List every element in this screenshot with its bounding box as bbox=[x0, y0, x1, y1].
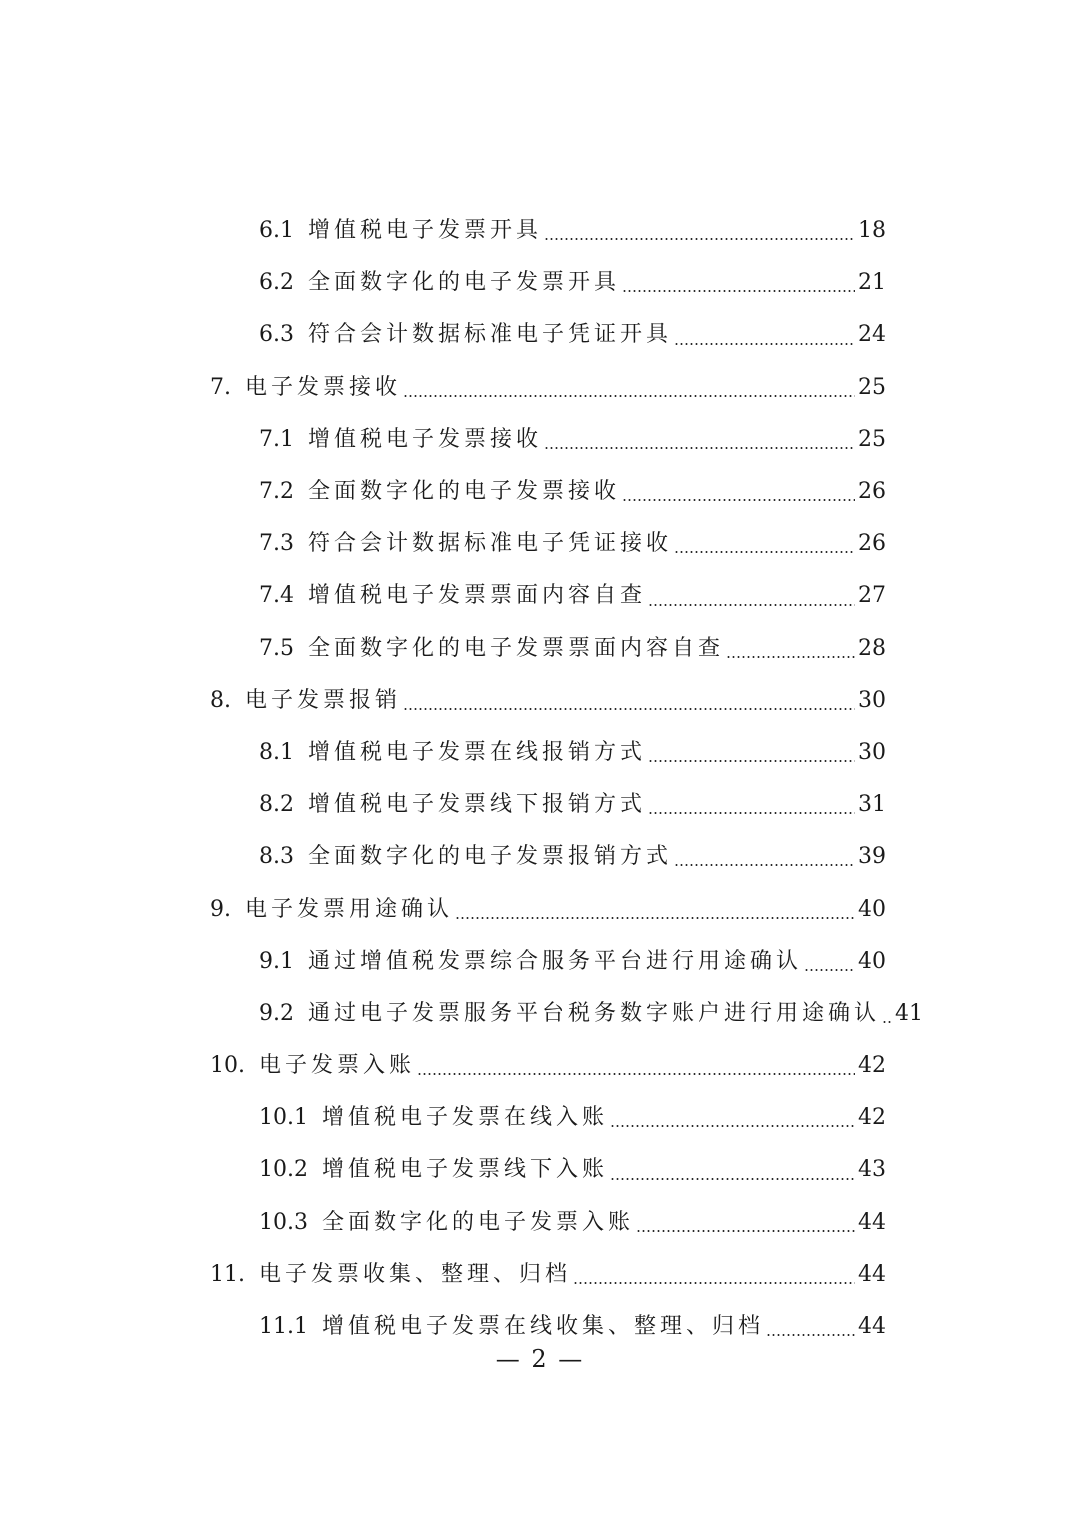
toc-entry[interactable] bbox=[0, 936, 1080, 988]
toc-entry-page: 21 bbox=[858, 270, 886, 296]
toc-entry-title: 电子发票报销 bbox=[245, 687, 402, 713]
toc-entry-number: 8. bbox=[210, 687, 231, 713]
toc-entry-page: 44 bbox=[858, 1209, 886, 1235]
toc-entry-title: 增值税电子发票线下报销方式 bbox=[308, 792, 647, 818]
toc-leader-dots bbox=[544, 238, 855, 240]
toc-entry-number: 11.1 bbox=[259, 1314, 308, 1340]
toc-entry-title: 通过电子发票服务平台税务数字账户进行用途确认 bbox=[308, 1000, 881, 1026]
toc-entry-page: 28 bbox=[858, 635, 886, 661]
toc-entry-page: 31 bbox=[858, 792, 886, 818]
toc-leader-dots bbox=[766, 1334, 855, 1336]
toc-section-entry[interactable] bbox=[0, 362, 1080, 414]
toc-entry-page: 40 bbox=[858, 948, 886, 974]
toc-leader-dots bbox=[610, 1178, 855, 1180]
toc-entry-title: 电子发票用途确认 bbox=[245, 896, 454, 922]
toc-entry-number: 7.2 bbox=[259, 479, 294, 505]
toc-entry-number: 7.3 bbox=[259, 531, 294, 557]
toc-entry-page: 26 bbox=[858, 531, 886, 557]
toc-entry-title: 全面数字化的电子发票报销方式 bbox=[308, 844, 673, 870]
toc-entry-page: 40 bbox=[858, 896, 886, 922]
toc-entry-number: 6.1 bbox=[259, 218, 294, 244]
toc-leader-dots bbox=[648, 812, 855, 814]
toc-entry-title: 电子发票收集、整理、归档 bbox=[259, 1261, 572, 1287]
toc-leader-dots bbox=[636, 1230, 855, 1232]
toc-entry-title: 电子发票入账 bbox=[259, 1053, 416, 1079]
toc-entry-number: 6.3 bbox=[259, 322, 294, 348]
toc-leader-dots bbox=[622, 499, 855, 501]
toc-entry-number: 7.5 bbox=[259, 635, 294, 661]
toc-leader-dots bbox=[544, 447, 855, 449]
toc-entry-title: 符合会计数据标准电子凭证接收 bbox=[308, 531, 673, 557]
toc-entry-page: 43 bbox=[858, 1157, 886, 1183]
toc-leader-dots bbox=[610, 1125, 855, 1127]
toc-section-entry[interactable] bbox=[0, 675, 1080, 727]
toc-section-entry[interactable] bbox=[0, 883, 1080, 935]
toc-entry-title: 增值税电子发票在线报销方式 bbox=[308, 739, 647, 765]
toc-entry-number: 8.2 bbox=[259, 792, 294, 818]
toc-entry-title: 全面数字化的电子发票开具 bbox=[308, 270, 621, 296]
toc-entry-page: 18 bbox=[858, 218, 886, 244]
toc-entry-page: 42 bbox=[858, 1053, 886, 1079]
toc-leader-dots bbox=[648, 604, 855, 606]
toc-leader-dots bbox=[804, 969, 855, 971]
toc-entry-title: 增值税电子发票接收 bbox=[308, 426, 543, 452]
toc-entry[interactable] bbox=[0, 1092, 1080, 1144]
toc-entry-page: 27 bbox=[858, 583, 886, 609]
toc-entry-page: 44 bbox=[858, 1314, 886, 1340]
toc-entry-number: 11. bbox=[210, 1261, 245, 1287]
toc-leader-dots bbox=[403, 708, 855, 710]
toc-entry-page: 39 bbox=[858, 844, 886, 870]
toc-leader-dots bbox=[882, 1021, 892, 1023]
toc-entry-title: 全面数字化的电子发票接收 bbox=[308, 479, 621, 505]
toc-entry[interactable] bbox=[0, 466, 1080, 518]
toc-entry[interactable] bbox=[0, 623, 1080, 675]
toc-entry[interactable] bbox=[0, 988, 1080, 1040]
toc-entry[interactable] bbox=[0, 1144, 1080, 1196]
toc-entry-title: 电子发票接收 bbox=[245, 374, 402, 400]
toc-entry[interactable] bbox=[0, 257, 1080, 309]
toc-entry-number: 7.4 bbox=[259, 583, 294, 609]
toc-entry[interactable] bbox=[0, 518, 1080, 570]
toc-entry-number: 10.1 bbox=[259, 1105, 308, 1131]
toc-entry-number: 6.2 bbox=[259, 270, 294, 296]
toc-entry-page: 26 bbox=[858, 479, 886, 505]
toc-leader-dots bbox=[726, 656, 855, 658]
toc-entry-number: 8.3 bbox=[259, 844, 294, 870]
page-number: — 2 — bbox=[495, 1345, 585, 1373]
toc-leader-dots bbox=[417, 1073, 855, 1075]
toc-entry-title: 符合会计数据标准电子凭证开具 bbox=[308, 322, 673, 348]
toc-entry-title: 增值税电子发票在线入账 bbox=[321, 1105, 608, 1131]
toc-entry-page: 25 bbox=[858, 374, 886, 400]
toc-entry-page: 25 bbox=[858, 426, 886, 452]
toc-entry[interactable] bbox=[0, 414, 1080, 466]
toc-entry-number: 10.2 bbox=[259, 1157, 308, 1183]
toc-entry-title: 通过增值税发票综合服务平台进行用途确认 bbox=[308, 948, 803, 974]
toc-entry-number: 7. bbox=[210, 374, 231, 400]
toc-entry[interactable] bbox=[0, 727, 1080, 779]
toc-entry[interactable] bbox=[0, 779, 1080, 831]
toc-entry-title: 增值税电子发票票面内容自查 bbox=[308, 583, 647, 609]
toc-entry-number: 9.2 bbox=[259, 1000, 294, 1026]
toc-entry[interactable] bbox=[0, 1197, 1080, 1249]
toc-entry-page: 30 bbox=[858, 739, 886, 765]
toc-entry-page: 30 bbox=[858, 687, 886, 713]
toc-leader-dots bbox=[648, 760, 855, 762]
toc-entry-title: 全面数字化的电子发票票面内容自查 bbox=[308, 635, 725, 661]
toc-entry[interactable] bbox=[0, 570, 1080, 622]
toc-entry[interactable] bbox=[0, 831, 1080, 883]
toc-entry-page: 44 bbox=[858, 1261, 886, 1287]
toc-entry-title: 增值税电子发票在线收集、整理、归档 bbox=[321, 1314, 764, 1340]
toc-entry-title: 增值税电子发票开具 bbox=[308, 218, 543, 244]
table-of-contents bbox=[0, 205, 1080, 1353]
toc-leader-dots bbox=[573, 1282, 855, 1284]
toc-section-entry[interactable] bbox=[0, 1040, 1080, 1092]
toc-entry-number: 9.1 bbox=[259, 948, 294, 974]
toc-leader-dots bbox=[674, 864, 855, 866]
toc-entry[interactable] bbox=[0, 309, 1080, 361]
toc-leader-dots bbox=[403, 395, 855, 397]
toc-leader-dots bbox=[455, 917, 855, 919]
toc-entry-page: 42 bbox=[858, 1105, 886, 1131]
toc-entry-number: 10. bbox=[210, 1053, 245, 1079]
toc-entry-title: 全面数字化的电子发票入账 bbox=[321, 1209, 634, 1235]
toc-entry[interactable] bbox=[0, 205, 1080, 257]
toc-entry-number: 7.1 bbox=[259, 426, 294, 452]
toc-entry-page: 24 bbox=[858, 322, 886, 348]
toc-leader-dots bbox=[674, 343, 855, 345]
toc-leader-dots bbox=[622, 290, 855, 292]
toc-entry-title: 增值税电子发票线下入账 bbox=[321, 1157, 608, 1183]
toc-entry-number: 9. bbox=[210, 896, 231, 922]
toc-entry-number: 8.1 bbox=[259, 739, 294, 765]
toc-section-entry[interactable] bbox=[0, 1249, 1080, 1301]
toc-leader-dots bbox=[674, 551, 855, 553]
toc-entry-page: 41 bbox=[895, 1000, 924, 1026]
toc-entry-number: 10.3 bbox=[259, 1209, 308, 1235]
